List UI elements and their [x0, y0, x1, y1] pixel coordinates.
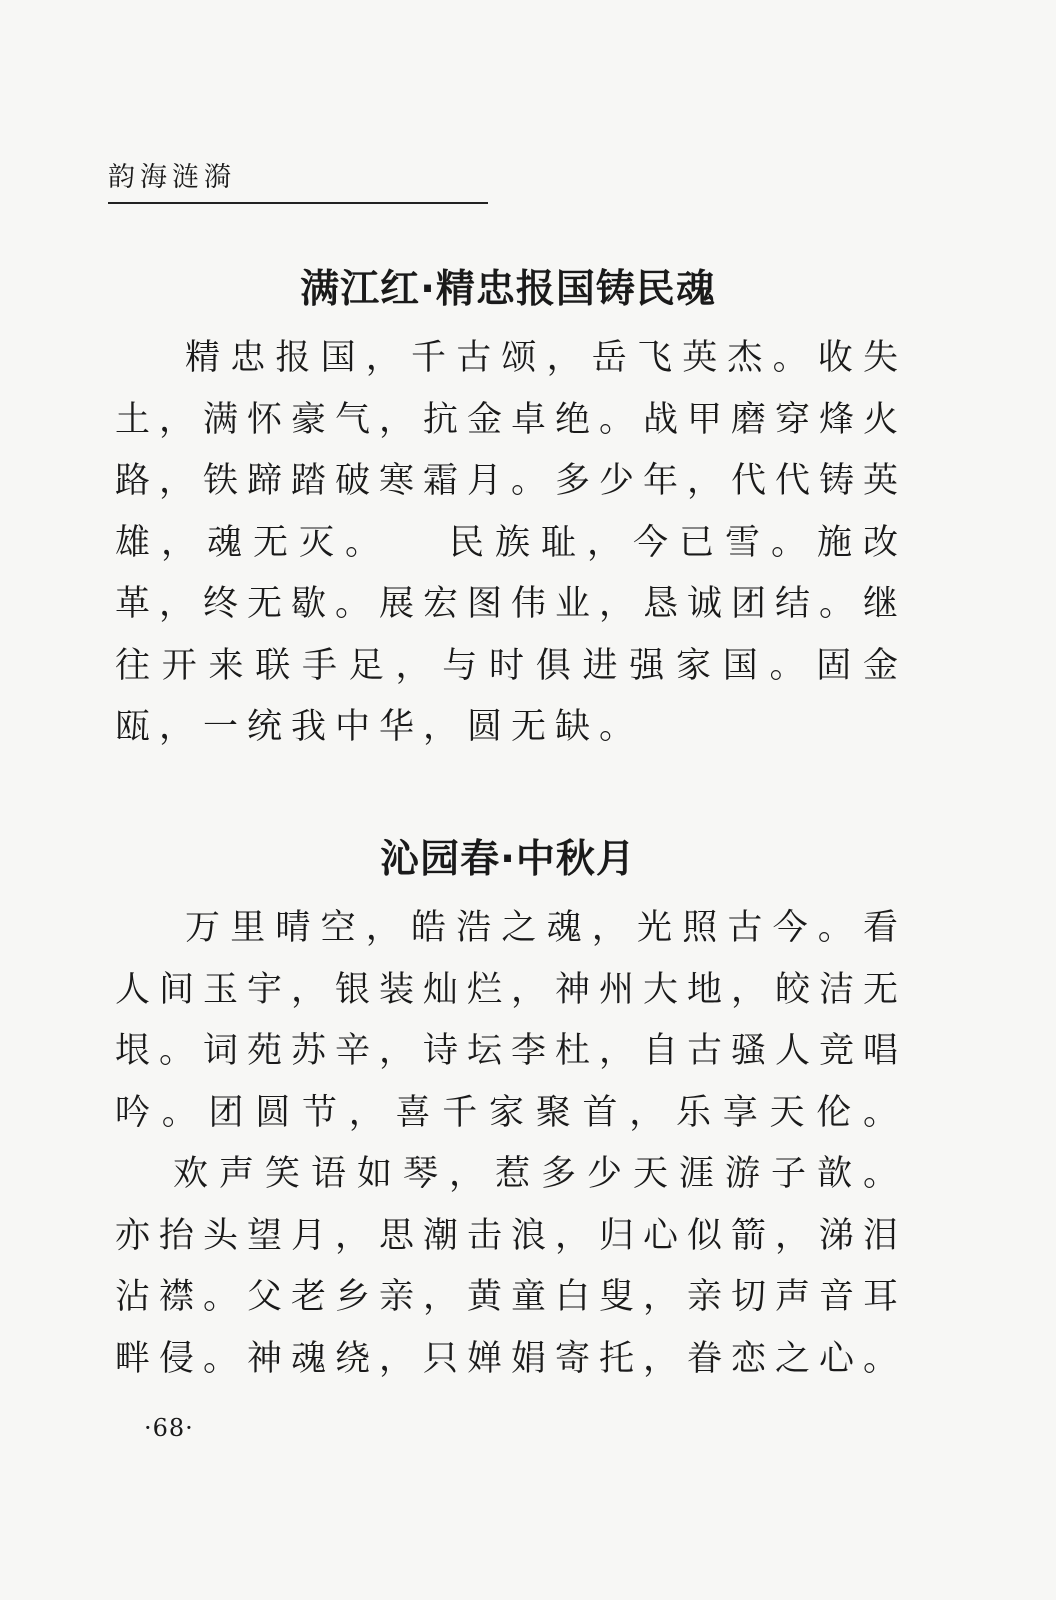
poem-stanza-2: 欢声笑语如琴，惹多少天涯游子歆。亦抬头望月，思潮击浪，归心似箭，涕泪沾襟。父老乡亲，黄童白叟，亲切声音耳畔侵。神魂绕，只婵娟寄托，眷恋之心。	[115, 1154, 908, 1379]
poem-stanza-1: 万里晴空，皓浩之魂，光照古今。看人间玉宇，银装灿烂，神州大地，皎洁无垠。词苑苏辛，诗坛李杜，自古骚人竞唱吟。团圆节，喜千家聚首，乐享天伦。	[115, 908, 908, 1133]
poem-title-manjianghong: 满江红·精忠报国铸民魂	[300, 267, 716, 312]
running-header-title: 韵海涟漪	[108, 160, 488, 204]
poem-title-qinyuanchun: 沁园春·中秋月	[380, 837, 636, 882]
poem-stanza-1: 精忠报国，千古颂，岳飞英杰。收失土，满怀豪气，抗金卓绝。战甲磨穿烽火路，铁蹄踏破寒霜月。多少年，代代铸英雄，魂无灭。	[115, 338, 908, 563]
poem-stanza-2: 民族耻，今已雪。施改革，终无歇。展宏图伟业，恳诚团结。继往开来联手足，与时俱进强家国。固金瓯，一统我中华，圆无缺。	[115, 522, 908, 747]
poem-body-manjianghong	[115, 328, 907, 759]
poem-body-qinyuanchun	[115, 898, 907, 1390]
page-number: ·68·	[144, 1414, 194, 1442]
